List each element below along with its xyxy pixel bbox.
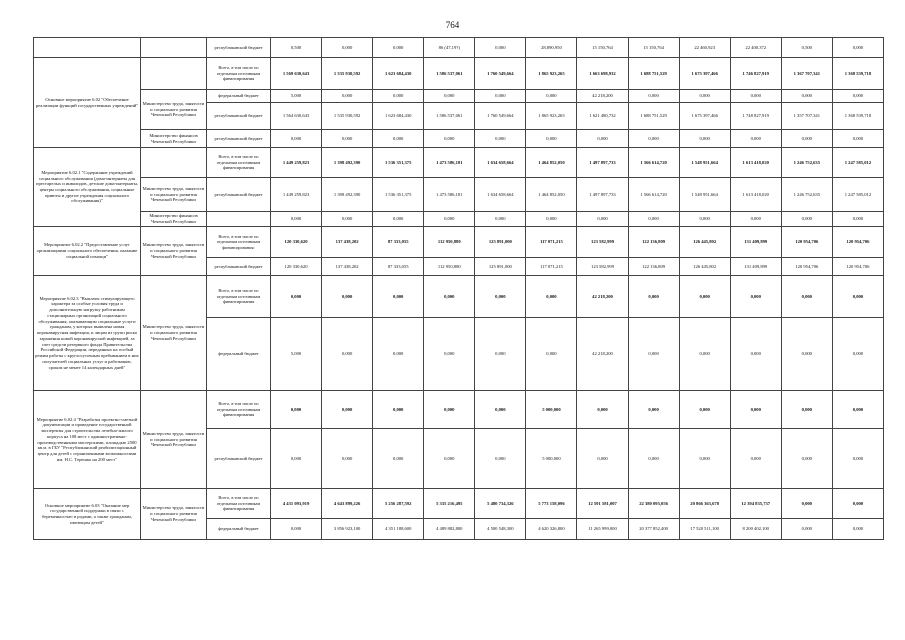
amount-cell: 0,000: [781, 489, 832, 519]
executor-cell: [141, 38, 207, 58]
amount-cell: 0,000: [322, 318, 373, 391]
amount-cell: 1 367 707,341: [781, 58, 832, 90]
amount-cell: 1 548 951,664: [679, 178, 730, 212]
amount-cell: 5 480 734,326: [475, 489, 526, 519]
amount-cell: 0,000: [628, 212, 679, 227]
amount-cell: 4 643 899,226: [322, 489, 373, 519]
funding-source-cell: Всего, в том числе по отдельным источникам финансирования: [207, 391, 271, 429]
amount-cell: 0,000: [781, 318, 832, 391]
amount-cell: 125 891,000: [475, 227, 526, 258]
amount-cell: 0,000: [730, 391, 781, 429]
funding-source-cell: федеральный бюджет: [207, 90, 271, 103]
amount-cell: 0,000: [679, 212, 730, 227]
amount-cell: 28,890,950: [526, 38, 577, 58]
amount-cell: 0,000: [628, 391, 679, 429]
amount-cell: 112 950,880: [424, 258, 475, 276]
amount-cell: 0,000: [577, 130, 628, 148]
amount-cell: 1 586 537,061: [424, 58, 475, 90]
table-row: [34, 148, 884, 178]
amount-cell: 0,000: [679, 429, 730, 489]
amount-cell: 1 688 751,529: [628, 103, 679, 130]
amount-cell: 117 071,215: [526, 258, 577, 276]
amount-cell: 22 380 095,056: [628, 489, 679, 519]
amount-cell: 1 746 827,919: [730, 58, 781, 90]
funding-source-cell: республиканский бюджет: [207, 178, 271, 212]
amount-cell: 1 623 684,430: [373, 58, 424, 90]
amount-cell: 1 564 630,643: [271, 103, 322, 130]
amount-cell: 1 613 418,020: [730, 148, 781, 178]
amount-cell: 0,000: [373, 38, 424, 58]
amount-cell: 1 675 397,466: [679, 58, 730, 90]
amount-cell: 120 954,706: [832, 258, 883, 276]
amount-cell: 123 582,999: [577, 258, 628, 276]
amount-cell: 131 409,899: [730, 258, 781, 276]
table-row: [34, 489, 884, 519]
amount-cell: 8 200 402,100: [730, 519, 781, 540]
amount-cell: 86 (47,19?): [424, 38, 475, 58]
amount-cell: 0,000: [475, 90, 526, 103]
activity-name-cell: Мероприятие 6.02.2 "Предоставление услуг организациями социального обеспечения, оказание социальной помощи": [34, 227, 141, 276]
amount-cell: 0,000: [781, 391, 832, 429]
table-row: [34, 38, 884, 58]
amount-cell: 5 335 216,495: [424, 489, 475, 519]
amount-cell: 87 333,055: [373, 227, 424, 258]
amount-cell: 0,000: [832, 391, 883, 429]
amount-cell: 5 000,000: [526, 391, 577, 429]
amount-cell: 0,000: [832, 318, 883, 391]
amount-cell: 0,500: [781, 38, 832, 58]
amount-cell: 20 377 852,400: [628, 519, 679, 540]
amount-cell: 123 582,999: [577, 227, 628, 258]
amount-cell: 1 398 492,390: [322, 148, 373, 178]
amount-cell: 0,000: [322, 276, 373, 318]
amount-cell: 0,000: [832, 489, 883, 519]
amount-cell: 0,000: [832, 429, 883, 489]
activity-name-cell: Основное мероприятие 6.03 "Оказание мер государственной поддержки в связи с беременностью и родами, а также гражданам, имеющим детей": [34, 489, 141, 540]
table-row: [34, 212, 884, 227]
amount-cell: 0,000: [322, 212, 373, 227]
executor-cell: Министерство труда, занятости и социального развития Чеченской Республики: [141, 227, 207, 276]
amount-cell: 126 445,802: [679, 258, 730, 276]
amount-cell: 1 464 852,050: [526, 178, 577, 212]
amount-cell: 1 246 752,635: [781, 178, 832, 212]
amount-cell: 0,000: [475, 391, 526, 429]
amount-cell: 1 497 897,733: [577, 178, 628, 212]
amount-cell: 0,000: [271, 519, 322, 540]
amount-cell: 1 760 549,664: [475, 58, 526, 90]
amount-cell: 0,000: [424, 130, 475, 148]
amount-cell: 0,000: [424, 90, 475, 103]
amount-cell: 0,000: [730, 212, 781, 227]
executor-cell: [141, 148, 207, 178]
amount-cell: 1 368 539,718: [832, 103, 883, 130]
amount-cell: 3 856 923,100: [322, 519, 373, 540]
table-row: [34, 130, 884, 148]
amount-cell: 0,000: [781, 90, 832, 103]
amount-cell: 1 566 614,720: [628, 148, 679, 178]
amount-cell: 122 136,809: [628, 227, 679, 258]
amount-cell: 0,000: [577, 429, 628, 489]
amount-cell: 0,000: [322, 391, 373, 429]
amount-cell: 0,000: [832, 90, 883, 103]
amount-cell: 122 136,809: [628, 258, 679, 276]
amount-cell: 12 591 581,007: [577, 489, 628, 519]
amount-cell: 22 460,923: [679, 38, 730, 58]
amount-cell: 1 748 827,919: [730, 103, 781, 130]
amount-cell: 0,000: [271, 130, 322, 148]
amount-cell: 0,000: [526, 130, 577, 148]
amount-cell: 0,000: [679, 318, 730, 391]
funding-source-cell: республиканский бюджет: [207, 130, 271, 148]
amount-cell: 0,000: [424, 318, 475, 391]
amount-cell: 120 330,620: [271, 258, 322, 276]
amount-cell: 5 000,000: [526, 429, 577, 489]
amount-cell: 1 535 930,592: [322, 58, 373, 90]
amount-cell: 0,000: [577, 212, 628, 227]
amount-cell: 20 866 363,678: [679, 489, 730, 519]
amount-cell: 137 438,202: [322, 258, 373, 276]
amount-cell: 0,000: [475, 276, 526, 318]
amount-cell: 0,000: [832, 276, 883, 318]
amount-cell: 0,000: [628, 130, 679, 148]
amount-cell: 1 449 259,823: [271, 148, 322, 178]
amount-cell: 0,000: [373, 318, 424, 391]
funding-source-cell: Всего, в том числе по отдельным источникам финансирования: [207, 148, 271, 178]
page-number: 764: [445, 20, 460, 30]
amount-cell: 0,000: [271, 276, 322, 318]
amount-cell: 1 357 707,341: [781, 103, 832, 130]
amount-cell: 4 620 326,800: [526, 519, 577, 540]
funding-source-cell: Всего, в том числе по отдельным источникам финансирования: [207, 489, 271, 519]
funding-source-cell: федеральный бюджет: [207, 318, 271, 391]
executor-cell: Министерство труда, занятости и социального развития Чеченской Республики: [141, 276, 207, 391]
amount-cell: 0,000: [730, 276, 781, 318]
amount-cell: 0,000: [424, 391, 475, 429]
amount-cell: 0,000: [373, 276, 424, 318]
amount-cell: 1 497 897,733: [577, 148, 628, 178]
amount-cell: 1 566 614,720: [628, 178, 679, 212]
amount-cell: 15 150,764: [577, 38, 628, 58]
funding-source-cell: Всего, в том числе по отдельным источникам финансирования:: [207, 227, 271, 258]
amount-cell: 0,000: [781, 212, 832, 227]
amount-cell: 0,000: [322, 38, 373, 58]
amount-cell: 0,000: [373, 212, 424, 227]
amount-cell: 4 431 093,919: [271, 489, 322, 519]
amount-cell: 1 464 852,050: [526, 148, 577, 178]
amount-cell: 120 954,706: [832, 227, 883, 258]
amount-cell: 0,000: [373, 429, 424, 489]
amount-cell: 1 535 930,592: [322, 103, 373, 130]
amount-cell: 1 368 539,718: [832, 58, 883, 90]
amount-cell: 0,000: [730, 429, 781, 489]
funding-source-cell: [207, 212, 271, 227]
amount-cell: 1 675 397,466: [679, 103, 730, 130]
amount-cell: 0,000: [526, 90, 577, 103]
executor-cell: Министерство труда, занятости и социального развития Чеченской Республики: [141, 90, 207, 130]
amount-cell: 0,000: [730, 318, 781, 391]
amount-cell: 1 449 259,823: [271, 178, 322, 212]
amount-cell: 5 773 158,096: [526, 489, 577, 519]
funding-source-cell: Всего, в том числе по отдельным источникам финансирования: [207, 276, 271, 318]
amount-cell: 0,000: [628, 276, 679, 318]
amount-cell: 0,000: [781, 130, 832, 148]
amount-cell: 0,000: [475, 38, 526, 58]
amount-cell: 1 865 923,265: [526, 58, 577, 90]
amount-cell: 1 247 585,012: [832, 148, 883, 178]
amount-cell: 0,000: [475, 429, 526, 489]
funding-source-cell: федеральный бюджет: [207, 519, 271, 540]
amount-cell: 1 865 923,265: [526, 103, 577, 130]
amount-cell: 5 256 287,592: [373, 489, 424, 519]
amount-cell: 0,000: [832, 130, 883, 148]
funding-source-cell: Всего, в том числе по отдельным источникам финансирования: [207, 58, 271, 90]
amount-cell: 126 445,802: [679, 227, 730, 258]
amount-cell: 0,500: [271, 38, 322, 58]
amount-cell: 1 548 951,664: [679, 148, 730, 178]
amount-cell: 0,000: [424, 212, 475, 227]
amount-cell: 12 394 835,737: [730, 489, 781, 519]
budget-table: [33, 37, 884, 540]
amount-cell: 42 218,200: [577, 318, 628, 391]
amount-cell: 112 950,880: [424, 227, 475, 258]
amount-cell: 0,000: [577, 391, 628, 429]
amount-cell: 1 247 585,012: [832, 178, 883, 212]
amount-cell: 4 351 188,600: [373, 519, 424, 540]
table-row: [34, 90, 884, 103]
activity-name-cell: [34, 38, 141, 58]
table-row: [34, 391, 884, 429]
executor-cell: Министерство финансов Чеченской Республики: [141, 130, 207, 148]
table-row: [34, 276, 884, 318]
amount-cell: 1 569 630,643: [271, 58, 322, 90]
funding-source-cell: республиканский бюджет: [207, 38, 271, 58]
amount-cell: 0,000: [322, 130, 373, 148]
amount-cell: 0,000: [526, 318, 577, 391]
amount-cell: 5,000: [271, 318, 322, 391]
amount-cell: 0,000: [730, 90, 781, 103]
amount-cell: 0,000: [781, 276, 832, 318]
amount-cell: 22 400,372: [730, 38, 781, 58]
amount-cell: 1 473 586,181: [424, 178, 475, 212]
amount-cell: 1 623 684,430: [373, 103, 424, 130]
amount-cell: 0,000: [424, 276, 475, 318]
amount-cell: 0,000: [526, 276, 577, 318]
amount-cell: 117 071,215: [526, 227, 577, 258]
amount-cell: 1 688 751,529: [628, 58, 679, 90]
amount-cell: 0,000: [271, 212, 322, 227]
amount-cell: 0,000: [679, 391, 730, 429]
amount-cell: 4 489 882,800: [424, 519, 475, 540]
executor-cell: Министерство труда, занятости и социального развития Чеченской Республики: [141, 391, 207, 489]
activity-name-cell: Мероприятие 6.02.3 "Выплаты стимулирующего характера за особые условия труда и дополнительную нагрузку работникам стационарных организаций социального обслуживания, оказывающим социальные услуги гражданам, у которых выявлена новая коронавирусная инфекция, и лицам из групп риска заражения новой коронавирусной инфекцией, за счет средств резервного фонда Правительства Российской Федерации, переданных на особый режим работы с круглосуточным пребыванием в них получателей социальных услуг и работников, сроком не менее 14 календарных дней": [34, 276, 141, 391]
table-row: [34, 58, 884, 90]
funding-source-cell: республиканский бюджет: [207, 429, 271, 489]
amount-cell: 1 663 698,932: [577, 58, 628, 90]
executor-cell: [141, 58, 207, 90]
amount-cell: 1 634 658,664: [475, 178, 526, 212]
amount-cell: 0,000: [526, 212, 577, 227]
amount-cell: 15 150,764: [628, 38, 679, 58]
amount-cell: 0,000: [832, 519, 883, 540]
amount-cell: 0,000: [322, 90, 373, 103]
amount-cell: 0,000: [373, 90, 424, 103]
amount-cell: 42 218,200: [577, 276, 628, 318]
amount-cell: 0,000: [628, 318, 679, 391]
amount-cell: 0,000: [679, 90, 730, 103]
amount-cell: 0,000: [424, 429, 475, 489]
amount-cell: 0,000: [832, 38, 883, 58]
executor-cell: Министерство труда, занятости и социального развития Чеченской Республики: [141, 178, 207, 212]
amount-cell: 17 520 511,100: [679, 519, 730, 540]
amount-cell: 0,000: [475, 212, 526, 227]
amount-cell: 0,000: [628, 90, 679, 103]
activity-name-cell: Мероприятие 6.02.1 "Содержание учреждений социального обслуживания (дома-интернаты для престарелых и инвалидов, детские дома-интернаты, центры социального обслуживания, социальные приюты и другие учреждения социального обслуживания)": [34, 148, 141, 227]
funding-source-cell: республиканский бюджет: [207, 258, 271, 276]
amount-cell: 0,000: [271, 429, 322, 489]
table-row: [34, 178, 884, 212]
amount-cell: 1 473 586,181: [424, 148, 475, 178]
amount-cell: 0,000: [373, 130, 424, 148]
amount-cell: 1 613 418,020: [730, 178, 781, 212]
amount-cell: 1 246 752,635: [781, 148, 832, 178]
amount-cell: 120 954,706: [781, 227, 832, 258]
amount-cell: 5,000: [271, 90, 322, 103]
amount-cell: 120 330,620: [271, 227, 322, 258]
activity-name-cell: Основное мероприятие 6.02 "Обеспечение реализации функций государственных учреждений": [34, 58, 141, 148]
executor-cell: Министерство финансов Чеченской Республики: [141, 212, 207, 227]
amount-cell: 0,000: [832, 212, 883, 227]
amount-cell: 1 621 480,732: [577, 103, 628, 130]
amount-cell: 11 265 999,000: [577, 519, 628, 540]
amount-cell: 1 536 351,375: [373, 148, 424, 178]
funding-source-cell: республиканский бюджет: [207, 103, 271, 130]
amount-cell: 125 891,000: [475, 258, 526, 276]
amount-cell: 1 634 658,664: [475, 148, 526, 178]
activity-name-cell: Мероприятие 6.02.4 "Разработка проектно-сметной документации и проведение государственной экспертизы для строительства лечебно-жилого корпуса на 108 мест с административно-производственными мастерскими, площадью 2500 кв.м. в ГБУ "Республиканский реабилитационный центр для детей с ограниченными возможностями им. Н.С. Терешко на 200 мест": [34, 391, 141, 489]
amount-cell: 0,000: [475, 130, 526, 148]
executor-cell: Министерство труда, занятости и социального развития Чеченской Республики: [141, 489, 207, 540]
amount-cell: 0,000: [781, 429, 832, 489]
amount-cell: 0,000: [628, 429, 679, 489]
amount-cell: 4 500 548,300: [475, 519, 526, 540]
amount-cell: 0,000: [679, 276, 730, 318]
amount-cell: 120 954,706: [781, 258, 832, 276]
amount-cell: 137 438,202: [322, 227, 373, 258]
amount-cell: 0,000: [322, 429, 373, 489]
amount-cell: 1 398 492,390: [322, 178, 373, 212]
amount-cell: 131 409,899: [730, 227, 781, 258]
amount-cell: 0,000: [271, 391, 322, 429]
amount-cell: 0,000: [475, 318, 526, 391]
table-row: [34, 227, 884, 258]
amount-cell: 42 218,200: [577, 90, 628, 103]
amount-cell: 1 586 537,061: [424, 103, 475, 130]
amount-cell: 0,000: [679, 130, 730, 148]
amount-cell: 0,000: [781, 519, 832, 540]
amount-cell: 1 536 351,375: [373, 178, 424, 212]
amount-cell: 87 333,055: [373, 258, 424, 276]
amount-cell: 0,000: [373, 391, 424, 429]
amount-cell: 1 760 549,664: [475, 103, 526, 130]
amount-cell: 0,000: [730, 130, 781, 148]
